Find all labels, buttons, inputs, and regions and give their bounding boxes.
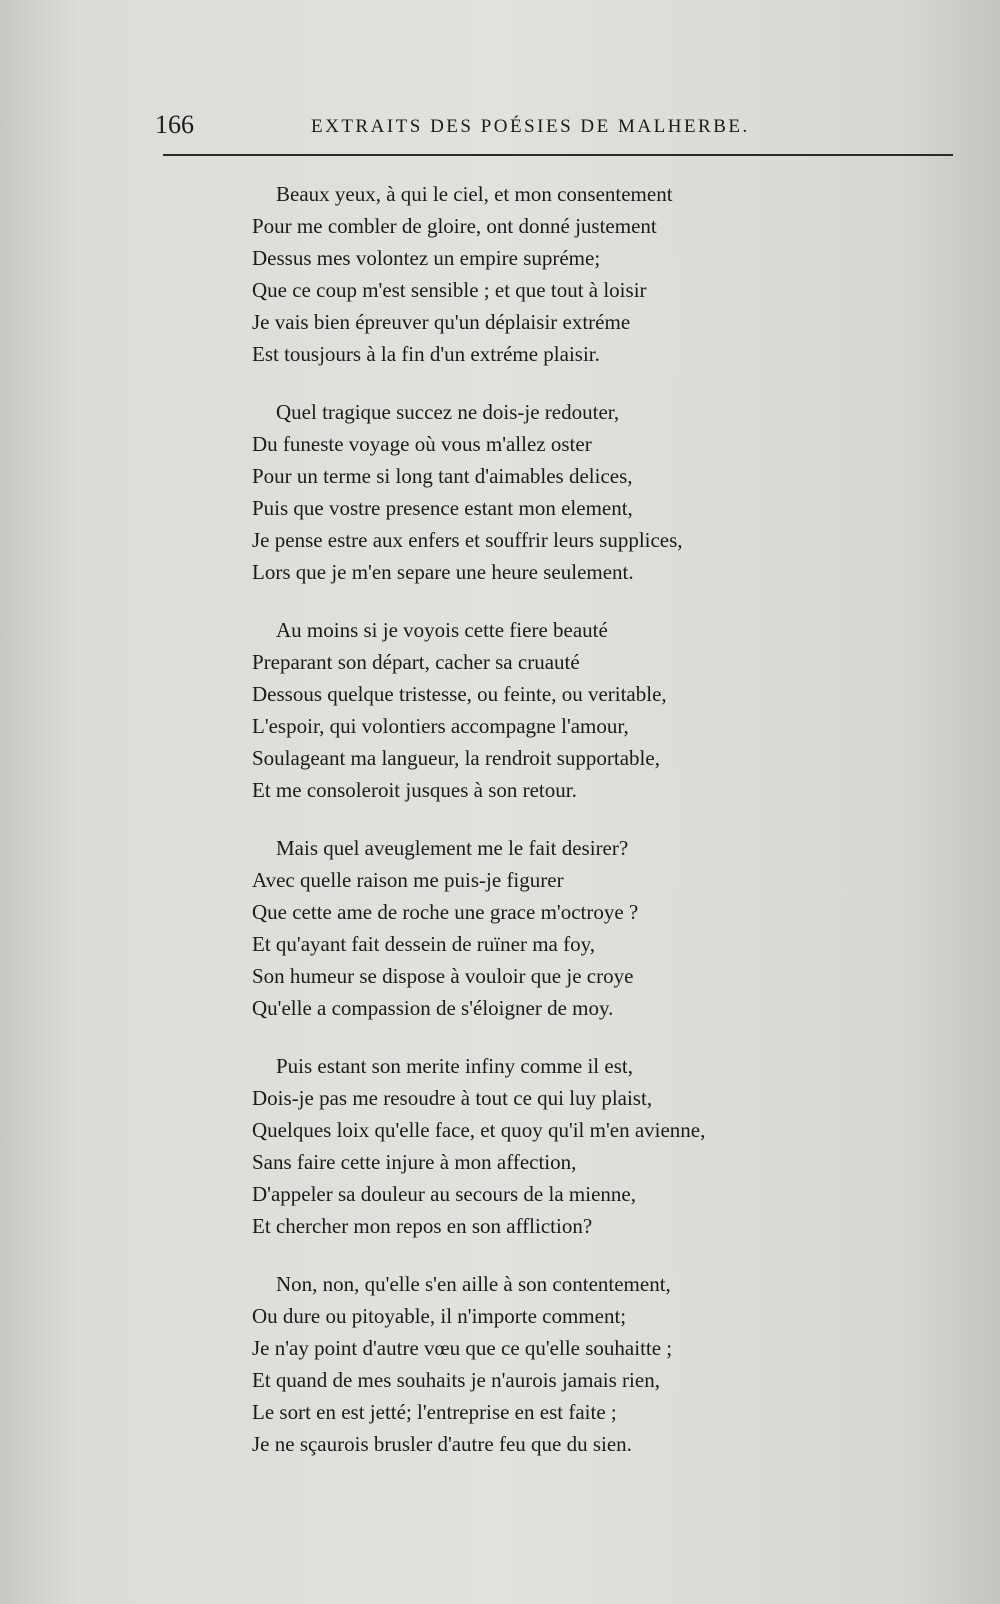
- verse-line: Au moins si je voyois cette fiere beauté: [276, 618, 608, 642]
- stanza: [252, 614, 812, 806]
- verse-line: Et quand de mes souhaits je n'aurois jamais rien,: [252, 1368, 660, 1392]
- verse-line: Je pense estre aux enfers et souffrir leurs supplices,: [252, 528, 683, 552]
- page-header: [155, 110, 955, 146]
- verse-line: Avec quelle raison me puis-je figurer: [252, 868, 564, 892]
- verse-line: Que cette ame de roche une grace m'octroye ?: [252, 900, 639, 924]
- verse-line: Non, non, qu'elle s'en aille à son contentement,: [276, 1272, 671, 1296]
- verse-line: Pour me combler de gloire, ont donné justement: [252, 214, 657, 238]
- verse-line: Pour un terme si long tant d'aimables delices,: [252, 464, 633, 488]
- verse-line: Lors que je m'en separe une heure seulement.: [252, 560, 634, 584]
- verse-line: Et chercher mon repos en son affliction?: [252, 1214, 593, 1238]
- verse-line: Ou dure ou pitoyable, il n'importe comment;: [252, 1304, 627, 1328]
- stanza: [252, 1050, 812, 1242]
- header-rule: [163, 154, 953, 156]
- running-title: EXTRAITS DES POÉSIES DE MALHERBE.: [311, 116, 750, 137]
- verse-line: Et qu'ayant fait dessein de ruïner ma foy,: [252, 932, 595, 956]
- verse-line: Je n'ay point d'autre vœu que ce qu'elle souhaitte ;: [252, 1336, 673, 1360]
- verse-line: Du funeste voyage où vous m'allez oster: [252, 432, 592, 456]
- verse-line: Dois-je pas me resoudre à tout ce qui luy plaist,: [252, 1086, 653, 1110]
- verse-line: Et me consoleroit jusques à son retour.: [252, 778, 577, 802]
- stanza: [252, 396, 812, 588]
- verse-line: Dessous quelque tristesse, ou feinte, ou veritable,: [252, 682, 667, 706]
- verse-line: D'appeler sa douleur au secours de la mienne,: [252, 1182, 636, 1206]
- verse-line: Son humeur se dispose à vouloir que je croye: [252, 964, 634, 988]
- verse-line: Est tousjours à la fin d'un extréme plaisir.: [252, 342, 600, 366]
- page-number: 166: [155, 110, 194, 139]
- verse-line: L'espoir, qui volontiers accompagne l'amour,: [252, 714, 629, 738]
- verse-line: Beaux yeux, à qui le ciel, et mon consentement: [276, 182, 673, 206]
- verse-line: Soulageant ma langueur, la rendroit supportable,: [252, 746, 660, 770]
- verse-line: Quel tragique succez ne dois-je redouter,: [276, 400, 620, 424]
- verse-line: Le sort en est jetté; l'entreprise en est faite ;: [252, 1400, 617, 1424]
- verse-line: Sans faire cette injure à mon affection,: [252, 1150, 577, 1174]
- verse-line: Je vais bien épreuver qu'un déplaisir extréme: [252, 310, 631, 334]
- verse-line: Quelques loix qu'elle face, et quoy qu'il m'en avienne,: [252, 1118, 706, 1142]
- verse-line: Dessus mes volontez un empire supréme;: [252, 246, 601, 270]
- verse-line: Puis estant son merite infiny comme il est,: [276, 1054, 633, 1078]
- poem: [252, 178, 812, 1486]
- verse-line: Preparant son départ, cacher sa cruauté: [252, 650, 580, 674]
- stanza: [252, 832, 812, 1024]
- verse-line: Puis que vostre presence estant mon element,: [252, 496, 633, 520]
- stanza: [252, 178, 812, 370]
- verse-line: Je ne sçaurois brusler d'autre feu que du sien.: [252, 1432, 632, 1456]
- verse-line: Qu'elle a compassion de s'éloigner de moy.: [252, 996, 614, 1020]
- verse-line: Mais quel aveuglement me le fait desirer?: [276, 836, 629, 860]
- verse-line: Que ce coup m'est sensible ; et que tout à loisir: [252, 278, 647, 302]
- stanza: [252, 1268, 812, 1460]
